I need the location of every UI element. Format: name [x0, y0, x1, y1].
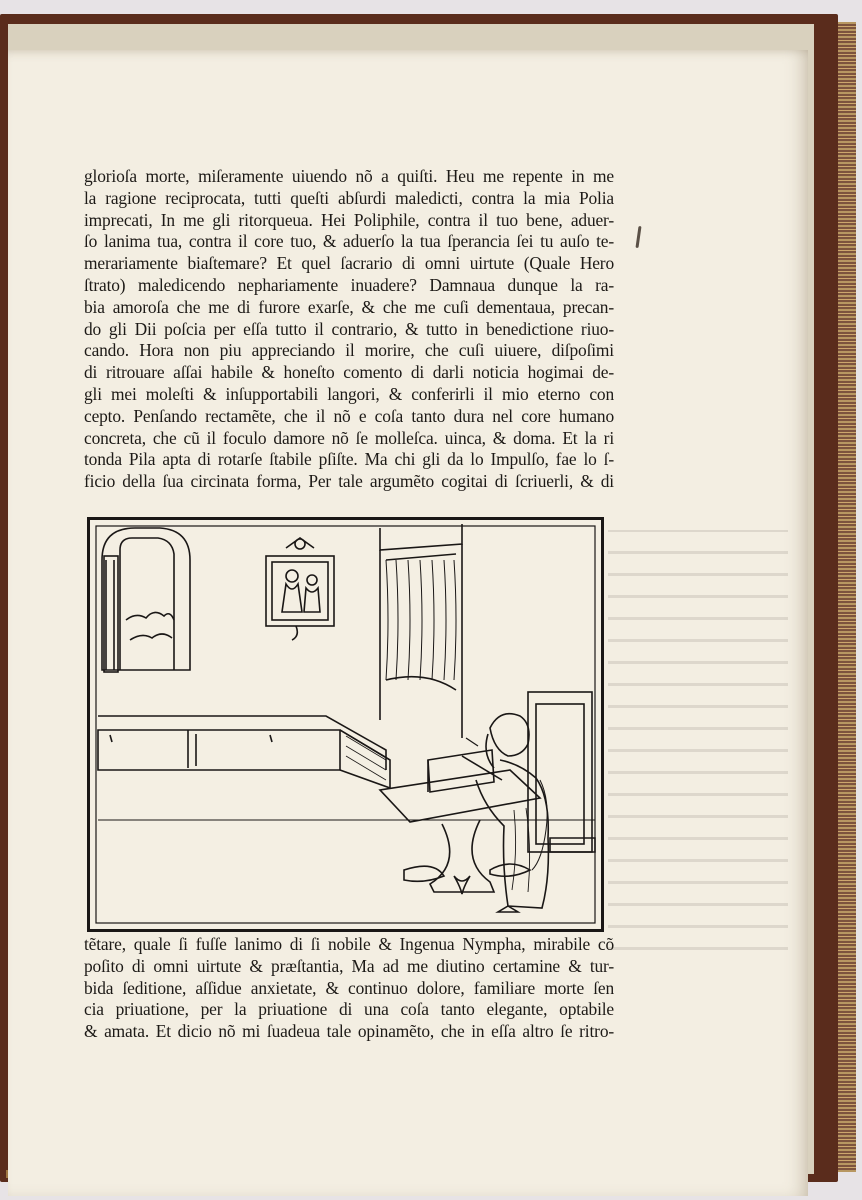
framed-picture — [266, 556, 334, 626]
text-line: di ritrouare aſſai habile & honeſto comento di darli noticia hogimai de- — [84, 362, 614, 383]
margin-mark — [635, 226, 641, 248]
text-block-top — [84, 166, 614, 493]
text-line: do gli Dii poſcia per eſſa tutto il contrario, & tutto in benedictione riuo- — [84, 318, 614, 339]
woodcut-scene — [90, 520, 601, 929]
text-line: cepto. Penſando rectamẽte, che il nõ e coſa tanto dura nel core humano — [84, 405, 614, 426]
scholar-head — [490, 714, 529, 756]
text-line: bia amoroſa che me di furore exarſe, & che me cuſi dementaua, precan- — [84, 296, 614, 317]
page-stack — [8, 24, 814, 1174]
text-line: glorioſa morte, miſeramente uiuendo nõ a quiſti. Heu me repente in me — [84, 166, 614, 186]
text-line: concreta, che cũ il foculo damore nõ ſe molleſca. uinca, & doma. Et la ri — [84, 427, 614, 448]
bed-canopy — [380, 524, 462, 550]
book-page — [8, 50, 808, 1196]
gilt-fore-edge — [838, 22, 856, 1172]
cupboard — [528, 692, 592, 852]
text-line: ſtrato) maledicendo nephariamente inuadere? Damnaua dunque la ra- — [84, 274, 614, 295]
text-line: gli mei moleſti & inſupportabili langori, & conferirli il mio eterno con — [84, 383, 614, 404]
text-line: merariamente biaſtemare? Et quel ſacrario di omni uirtute (Quale Hero — [84, 253, 614, 274]
text-line: cia priuatione, per la priuatione di una coſa tanto elegante, optabile — [84, 999, 614, 1020]
woodcut-illustration — [87, 517, 604, 932]
text-line: tẽtare, quale ſi fuſſe lanimo di ſi nobile & Ingenua Nympha, mirabile cõ — [84, 934, 614, 954]
text-line: bida ſeditione, aſſidue anxietate, & continuo dolore, familiare morte ſen — [84, 977, 614, 998]
text-line: ficio della ſua circinata forma, Per tale argumẽto cogitai di ſcriuerli, & di — [84, 471, 614, 492]
text-line: cando. Hora non piu appreciando il morire, che cuſi uiuere, diſpoſimi — [84, 340, 614, 361]
writing-desk — [380, 770, 540, 822]
text-line: imprecati, In me gli ritorqueua. Hei Poliphile, contra il tuo bene, aduer- — [84, 209, 614, 230]
window-arch — [102, 528, 190, 670]
text-line: la ragione reciprocata, tutti queſti abſurdi maledicti, contra la mia Polia — [84, 187, 614, 208]
text-line: tonda Pila apta di rotarſe ſtabile pſiſte. Ma chi gli da lo Impulſo, fae lo ſ- — [84, 449, 614, 470]
text-line: & amata. Et dicio nõ mi ſuadeua tale opinamẽto, che in eſſa altro ſe ritro- — [84, 1021, 614, 1042]
text-block-bottom — [84, 934, 614, 1043]
bench — [98, 730, 340, 770]
show-through-text — [608, 530, 788, 950]
text-line: poſito di omni uirtute & præſtantia, Ma ad me diutino certamine & tur- — [84, 955, 614, 976]
text-line: ſo lanima tua, contra il core tuo, & aduerſo la tua ſperancia ſei tu auſo te- — [84, 231, 614, 252]
